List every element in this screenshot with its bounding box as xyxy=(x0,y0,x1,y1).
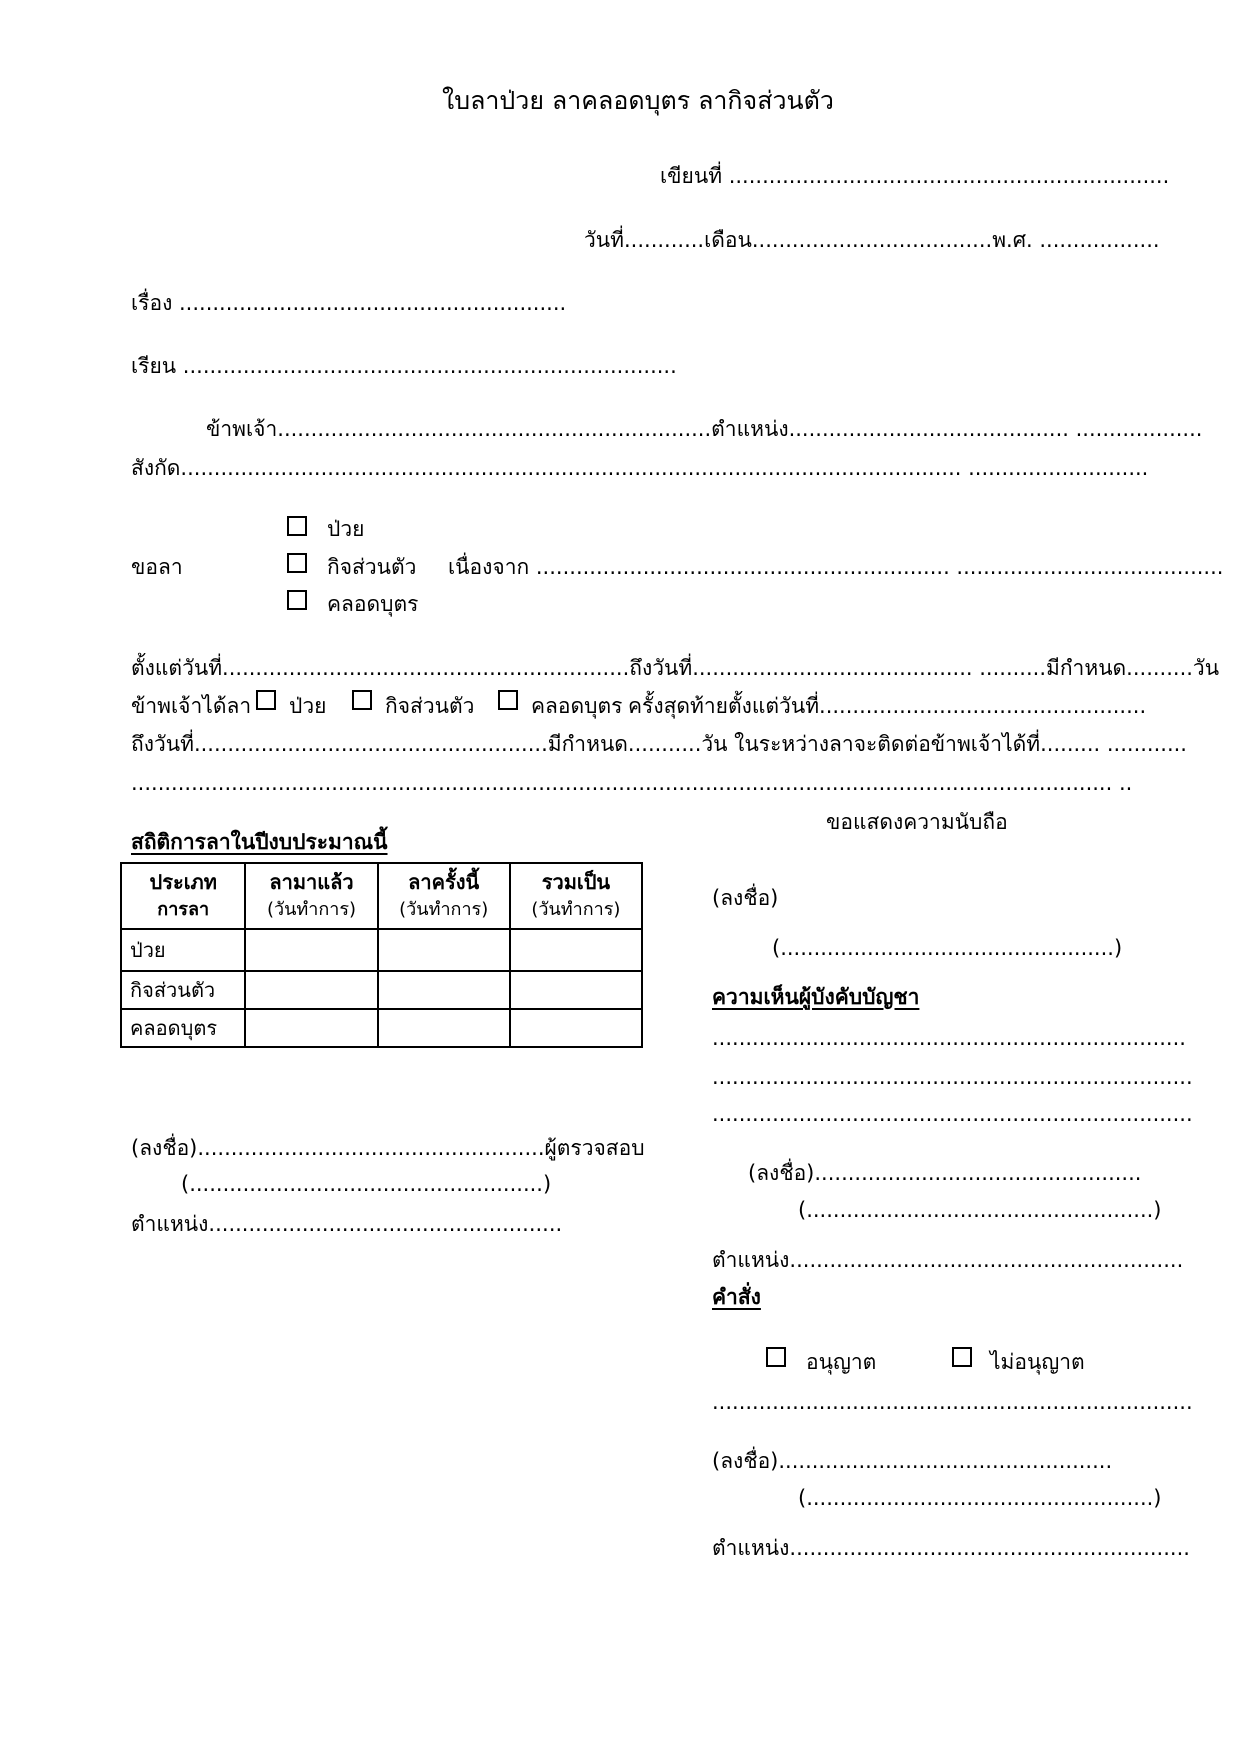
cell-sick-total[interactable] xyxy=(510,929,642,971)
supervisor-name-field[interactable]: (....................................................) xyxy=(798,1198,1162,1222)
supervisor-opinion-line-1[interactable]: ....................................................................... xyxy=(712,1026,1186,1050)
form-title: ใบลาป่วย ลาคลอดบุตร ลากิจส่วนตัว xyxy=(442,86,834,115)
contact-field[interactable]: ................................................................................................................................................... .. xyxy=(131,771,1133,795)
last-leave-start-field[interactable]: ครั้งสุดท้ายตั้งแต่วันที่................................................. xyxy=(628,694,1147,718)
closing-text: ขอแสดงความนับถือ xyxy=(826,810,1008,834)
supervisor-opinion-line-2[interactable]: ........................................................................ xyxy=(712,1065,1193,1089)
leave-sick-checkbox[interactable] xyxy=(287,516,307,536)
approve-label: อนุญาต xyxy=(806,1350,877,1374)
header-taken: ลามาแล้ว (วันทำการ) xyxy=(245,863,377,929)
row-label-maternity: คลอดบุตร xyxy=(121,1009,245,1047)
last-leave-personal-checkbox[interactable] xyxy=(352,690,372,710)
table-header-row xyxy=(121,863,642,929)
supervisor-heading: ความเห็นผู้บังคับบัญชา xyxy=(712,985,920,1009)
cell-personal-taken[interactable] xyxy=(245,971,377,1009)
cell-sick-taken[interactable] xyxy=(245,929,377,971)
leave-stats-table xyxy=(120,862,643,1048)
disapprove-label: ไม่อนุญาต xyxy=(990,1350,1085,1374)
applicant-name-field[interactable]: (..................................................) xyxy=(772,936,1123,960)
applicant-sign-label: (ลงชื่อ) xyxy=(712,886,779,910)
leave-maternity-checkbox[interactable] xyxy=(287,590,307,610)
written-at-field[interactable]: เขียนที่ .................................................................. xyxy=(660,164,1170,188)
disapprove-checkbox[interactable] xyxy=(952,1347,972,1367)
last-leave-sick-checkbox[interactable] xyxy=(256,690,276,710)
supervisor-opinion-line-3[interactable]: ........................................................................ xyxy=(712,1102,1193,1126)
order-position-field[interactable]: ตำแหน่ง............................................................ xyxy=(712,1536,1190,1560)
table-row xyxy=(121,1009,642,1047)
leave-sick-label: ป่วย xyxy=(327,517,365,541)
last-leave-maternity-checkbox[interactable] xyxy=(498,690,518,710)
cell-personal-this-time[interactable] xyxy=(378,971,510,1009)
supervisor-sign-field[interactable]: (ลงชื่อ)................................................. xyxy=(748,1161,1142,1185)
header-this-time: ลาครั้งนี้ (วันทำการ) xyxy=(378,863,510,929)
order-heading: คำสั่ง xyxy=(712,1285,761,1309)
order-note-line[interactable]: ........................................................................ xyxy=(712,1390,1193,1414)
leave-period-field[interactable]: ตั้งแต่วันที่.............................................................ถึงวันที่.......................................... ..........มีกำหนด..........วัน xyxy=(131,656,1220,680)
request-label: ขอลา xyxy=(131,555,183,579)
reason-field[interactable]: เนื่องจาก .............................................................. ........................................ xyxy=(448,555,1224,579)
cell-maternity-taken[interactable] xyxy=(245,1009,377,1047)
inspector-name-field[interactable]: (.....................................................) xyxy=(181,1172,552,1196)
last-leave-prefix: ข้าพเจ้าได้ลา xyxy=(131,694,252,718)
order-sign-field[interactable]: (ลงชื่อ).................................................. xyxy=(712,1449,1113,1473)
row-label-sick: ป่วย xyxy=(121,929,245,971)
row-label-personal: กิจส่วนตัว xyxy=(121,971,245,1009)
header-leave-type: ประเภท การลา xyxy=(121,863,245,929)
order-name-field[interactable]: (....................................................) xyxy=(798,1486,1162,1510)
leave-maternity-label: คลอดบุตร xyxy=(327,592,419,616)
inspector-sign-field[interactable]: (ลงชื่อ)....................................................ผู้ตรวจสอบ xyxy=(131,1136,645,1160)
table-row xyxy=(121,929,642,971)
header-total: รวมเป็น (วันทำการ) xyxy=(510,863,642,929)
applicant-name-position-field[interactable]: ข้าพเจ้า.................................................................ตำแหน่ง.......................................... ................... xyxy=(206,417,1203,441)
supervisor-position-field[interactable]: ตำแหน่ง........................................................... xyxy=(712,1248,1184,1272)
inspector-position-field[interactable]: ตำแหน่ง..................................................... xyxy=(131,1212,563,1236)
cell-sick-this-time[interactable] xyxy=(378,929,510,971)
subject-field[interactable]: เรื่อง .......................................................... xyxy=(131,291,567,315)
last-leave-personal-label: กิจส่วนตัว xyxy=(385,694,475,718)
stats-heading: สถิติการลาในปีงบประมาณนี้ xyxy=(131,830,388,854)
leave-personal-label: กิจส่วนตัว xyxy=(327,555,417,579)
approve-checkbox[interactable] xyxy=(766,1347,786,1367)
date-field[interactable]: วันที่............เดือน....................................พ.ศ. .................. xyxy=(584,228,1160,252)
last-leave-maternity-label: คลอดบุตร xyxy=(531,694,623,718)
affiliation-field[interactable]: สังกัด..................................................................................................................... ........................... xyxy=(131,456,1149,480)
table-row xyxy=(121,971,642,1009)
cell-personal-total[interactable] xyxy=(510,971,642,1009)
cell-maternity-total[interactable] xyxy=(510,1009,642,1047)
last-leave-sick-label: ป่วย xyxy=(289,694,327,718)
to-field[interactable]: เรียน .......................................................................... xyxy=(131,354,677,378)
cell-maternity-this-time[interactable] xyxy=(378,1009,510,1047)
leave-personal-checkbox[interactable] xyxy=(287,553,307,573)
last-leave-until-field[interactable]: ถึงวันที่.....................................................มีกำหนด...........วัน ในระหว่างลาจะติดต่อข้าพเจ้าได้ที่......... ............ xyxy=(131,732,1187,756)
